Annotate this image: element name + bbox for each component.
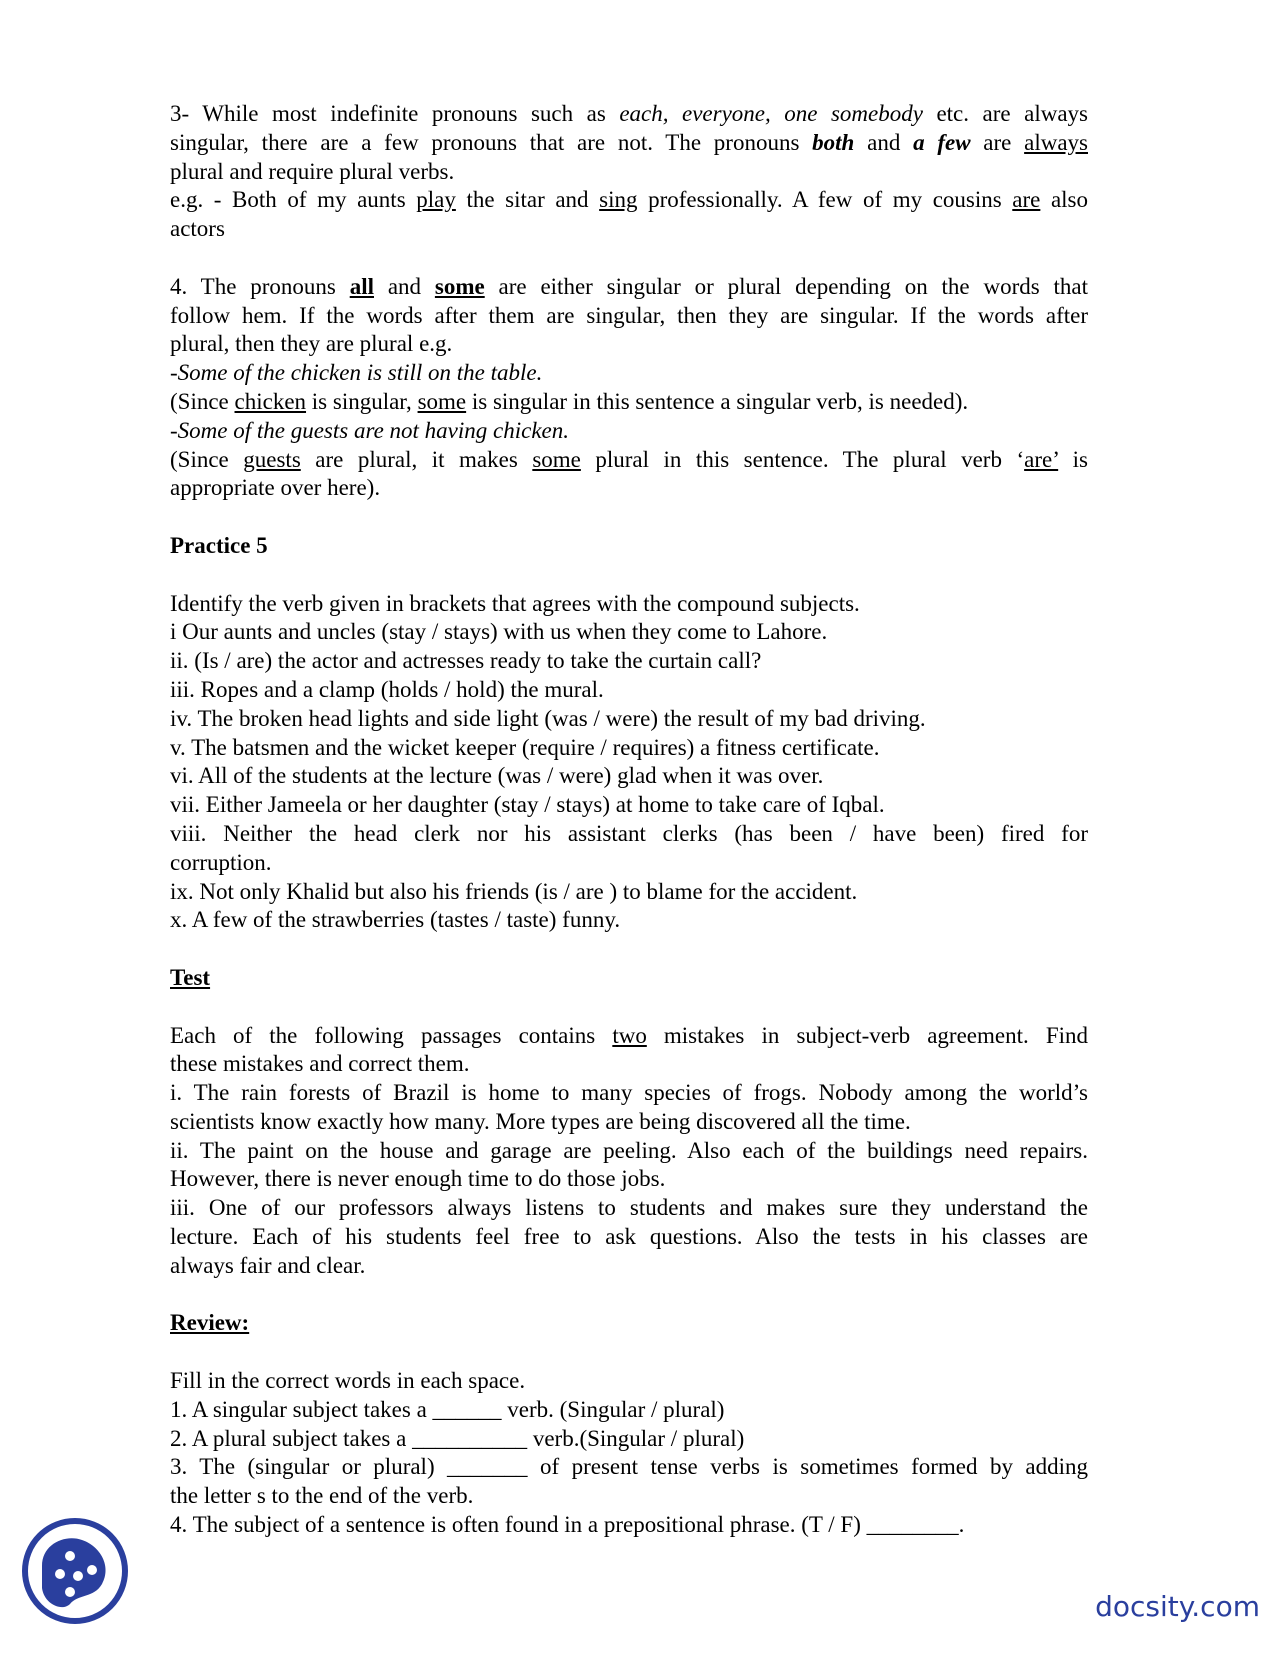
example-line: actors <box>170 216 225 242</box>
section-heading: Test <box>170 964 211 990</box>
docsity-logo-icon <box>20 1516 130 1626</box>
exercise-item: vii. Either Jameela or her daughter (stay / stays) at home to take care of Iqbal. <box>170 792 885 818</box>
question-line: the letter s to the end of the verb. <box>170 1483 474 1509</box>
exercise-item: ix. Not only Khalid but also his friends (is / are ) to blame for the accident. <box>170 878 858 904</box>
exercise-item: viii. Neither the head clerk nor his assistant clerks (has been / have been) fired for <box>170 820 1088 846</box>
paragraph-line: singular, there are a few pronouns that are not. The pronouns both and a few are always <box>170 129 1088 155</box>
passage-line: lecture. Each of his students feel free to ask questions. Also the tests in his classes are <box>170 1224 1088 1250</box>
exercise-item: iv. The broken head lights and side light (was / were) the result of my bad driving. <box>170 705 926 731</box>
question-line: 2. A plural subject takes a __________ verb.(Singular / plural) <box>170 1425 745 1451</box>
example-sentence: -Some of the chicken is still on the table. <box>170 360 543 386</box>
paragraph-line: plural, then they are plural e.g. <box>170 331 453 357</box>
passage-line: iii. One of our professors always listens to students and makes sure they understand the <box>170 1195 1088 1221</box>
paragraph-line: 3- While most indefinite pronouns such as each, everyone, one somebody etc. are always <box>170 101 1088 126</box>
example-line: e.g. - Both of my aunts play the sitar and sing professionally. A few of my cousins are also <box>170 187 1088 213</box>
exercise-item: corruption. <box>170 849 272 875</box>
passage-line: always fair and clear. <box>170 1252 366 1278</box>
question-line: 3. The (singular or plural) _______ of present tense verbs is sometimes formed by adding <box>170 1454 1088 1480</box>
section-heading: Practice 5 <box>170 532 268 558</box>
instruction-line: these mistakes and correct them. <box>170 1051 470 1077</box>
paragraph-line: follow hem. If the words after them are singular, then they are singular. If the words after <box>170 302 1088 328</box>
passage-line: scientists know exactly how many. More types are being discovered all the time. <box>170 1108 911 1134</box>
passage-line: However, there is never enough time to do those jobs. <box>170 1166 666 1192</box>
instruction-line: Fill in the correct words in each space. <box>170 1368 526 1394</box>
question-line: 1. A singular subject takes a ______ verb. (Singular / plural) <box>170 1396 725 1422</box>
passage-line: ii. The paint on the house and garage are peeling. Also each of the buildings need repairs. <box>170 1137 1088 1163</box>
explanation-line: appropriate over here). <box>170 475 381 501</box>
exercise-item: x. A few of the strawberries (tastes / taste) funny. <box>170 907 621 933</box>
paragraph-line: plural and require plural verbs. <box>170 158 455 184</box>
instruction-line: Identify the verb given in brackets that agrees with the compound subjects. <box>170 590 860 616</box>
question-line: 4. The subject of a sentence is often found in a prepositional phrase. (T / F) ________. <box>170 1512 965 1538</box>
section-heading: Review: <box>170 1310 250 1336</box>
instruction-line: Each of the following passages contains two mistakes in subject-verb agreement. Find <box>170 1022 1088 1048</box>
docsity-wordmark[interactable]: docsity.com <box>1095 1590 1260 1623</box>
paragraph-line: 4. The pronouns all and some are either singular or plural depending on the words that <box>170 273 1089 299</box>
example-sentence: -Some of the guests are not having chicken. <box>170 417 569 443</box>
explanation-line: (Since guests are plural, it makes some plural in this sentence. The plural verb ‘are’ is <box>170 446 1089 472</box>
exercise-item: ii. (Is / are) the actor and actresses ready to take the curtain call? <box>170 648 762 674</box>
exercise-item: vi. All of the students at the lecture (was / were) glad when it was over. <box>170 763 824 789</box>
exercise-item: i Our aunts and uncles (stay / stays) with us when they come to Lahore. <box>170 619 828 645</box>
exercise-item: v. The batsmen and the wicket keeper (require / requires) a fitness certificate. <box>170 734 880 760</box>
passage-line: i. The rain forests of Brazil is home to many species of frogs. Nobody among the world’s <box>170 1080 1088 1106</box>
document-page <box>170 100 1088 1540</box>
exercise-item: iii. Ropes and a clamp (holds / hold) the mural. <box>170 676 604 702</box>
explanation-line: (Since chicken is singular, some is singular in this sentence a singular verb, is needed). <box>170 388 969 414</box>
